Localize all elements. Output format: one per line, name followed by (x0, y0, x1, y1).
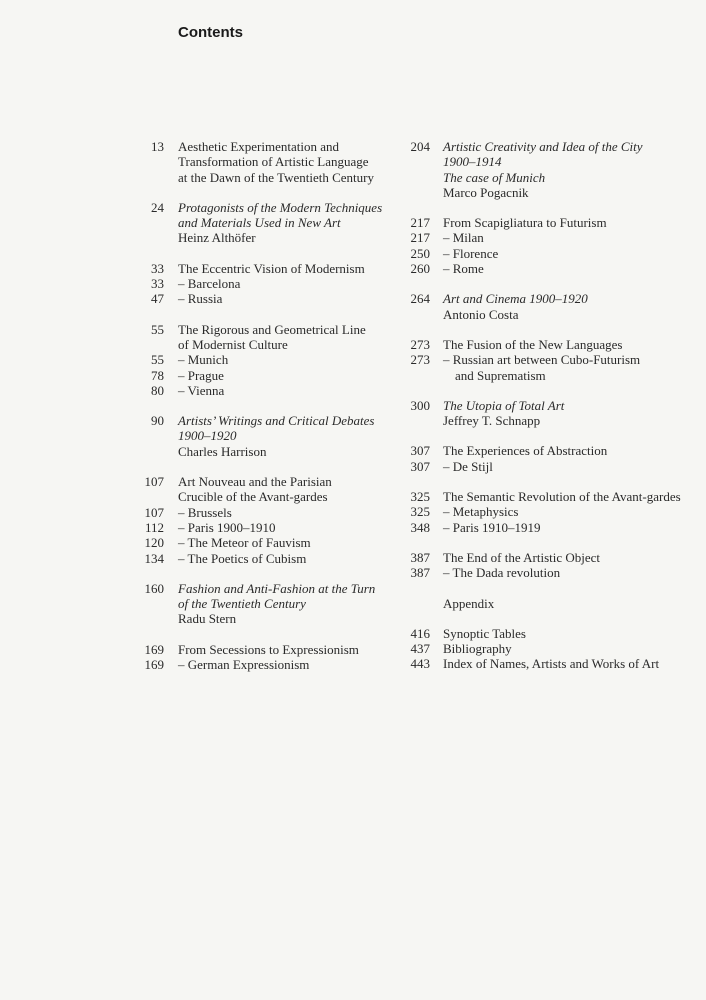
page-number (130, 215, 178, 230)
entry-text: Artistic Creativity and Idea of the City (443, 139, 643, 154)
entry-text: of Modernist Culture (178, 336, 288, 352)
toc-line (398, 565, 698, 580)
entry-text: Marco Pogacnik (443, 184, 529, 200)
toc-line (130, 368, 400, 383)
entry-text: Antonio Costa (443, 306, 519, 322)
page-number (398, 596, 443, 611)
entry-text: Jeffrey T. Schnapp (443, 413, 541, 429)
toc-line (130, 428, 400, 443)
toc-entry (130, 642, 400, 673)
page-number: 107 (144, 504, 164, 520)
entry-text: Art and Cinema 1900–1920 (443, 291, 588, 307)
toc-line (130, 551, 400, 566)
toc-line (130, 322, 400, 337)
page-number: 112 (144, 519, 164, 535)
toc-line (130, 657, 400, 672)
entry-text: The End of the Artistic Object (443, 549, 601, 565)
entry-text: – Barcelona (178, 276, 241, 292)
entry-text: 1900–1920 (178, 428, 237, 444)
toc-line (398, 246, 698, 261)
entry-text: – Paris 1910–1919 (443, 519, 541, 535)
toc-line (398, 291, 698, 306)
toc-entry (398, 337, 698, 383)
entry-text: 1900–1914 (443, 154, 502, 170)
toc-line (130, 642, 400, 657)
toc-entry (398, 291, 698, 322)
entry-text: Artists’ Writings and Critical Debates (178, 413, 375, 429)
entry-text: The Rigorous and Geometrical Line (178, 321, 366, 337)
toc-line (398, 185, 698, 200)
toc-line (130, 215, 400, 230)
toc-entry (398, 215, 698, 276)
toc-entry (130, 139, 400, 185)
toc-line (398, 656, 698, 671)
toc-entry (130, 413, 400, 459)
toc-line (398, 261, 698, 276)
page-number: 437 (410, 641, 430, 657)
page-number: 80 (151, 382, 164, 398)
page-number: 78 (151, 367, 164, 383)
page-number: 387 (410, 565, 430, 581)
page-number: 55 (151, 352, 164, 368)
entry-text: The Eccentric Vision of Modernism (178, 260, 365, 276)
page-number: 250 (410, 245, 430, 261)
entry-text: – The Meteor of Fauvism (178, 535, 311, 551)
toc-entry (398, 489, 698, 535)
page-number: 134 (144, 550, 164, 566)
toc-line (130, 520, 400, 535)
page-number (130, 611, 178, 626)
page-number: 387 (410, 549, 430, 565)
entry-text: – Vienna (178, 382, 225, 398)
toc-line (398, 520, 698, 535)
toc-entry (398, 626, 698, 672)
entry-text: – Rome (443, 261, 484, 277)
page-number (130, 154, 178, 169)
page-number (130, 489, 178, 504)
entry-text: of the Twentieth Century (178, 596, 306, 612)
toc-line (130, 139, 400, 154)
entry-text: The Experiences of Abstraction (443, 443, 608, 459)
toc-line (130, 170, 400, 185)
toc-line (130, 505, 400, 520)
page-number: 260 (410, 261, 430, 277)
page-number: 90 (151, 413, 164, 429)
entry-text: Heinz Althöfer (178, 230, 256, 246)
toc-entry (130, 474, 400, 566)
entry-text: The Utopia of Total Art (443, 397, 565, 413)
toc-line (130, 444, 400, 459)
entry-text: From Scapigliatura to Futurism (443, 215, 607, 231)
toc-line (130, 261, 400, 276)
entry-text: The Fusion of the New Languages (443, 336, 623, 352)
toc-line (130, 291, 400, 306)
toc-line (130, 413, 400, 428)
page-number: 55 (151, 321, 164, 337)
page-number: 348 (410, 519, 430, 535)
toc-entry (398, 443, 698, 474)
entry-text: Aesthetic Experimentation and (178, 139, 340, 154)
entry-text: Charles Harrison (178, 443, 267, 459)
entry-text: – Milan (443, 230, 484, 246)
page-number: 443 (410, 656, 430, 672)
page-number: 416 (410, 625, 430, 641)
entry-text: Index of Names, Artists and Works of Art (443, 656, 660, 672)
toc-entry (130, 322, 400, 398)
page-number (130, 596, 178, 611)
entry-text: Fashion and Anti-Fashion at the Turn (178, 580, 376, 596)
page-number: 169 (144, 657, 164, 673)
entry-text: – Munich (178, 352, 229, 368)
entry-text: – German Expressionism (178, 657, 310, 673)
page-number (398, 170, 443, 185)
page-number (130, 337, 178, 352)
entry-text: Bibliography (443, 641, 512, 657)
page-number: 160 (144, 580, 164, 596)
page-number: 169 (144, 641, 164, 657)
page-number: 120 (144, 535, 164, 551)
entry-text: Transformation of Artistic Language (178, 154, 369, 170)
page-number (398, 307, 443, 322)
toc-left-column (130, 139, 400, 687)
toc-line (130, 230, 400, 245)
toc-line (130, 596, 400, 611)
page-number (130, 170, 178, 185)
toc-entry (398, 596, 698, 611)
page-number: 264 (410, 291, 430, 307)
toc-line (130, 474, 400, 489)
toc-entry (398, 550, 698, 581)
page-number: 325 (410, 504, 430, 520)
toc-line (398, 626, 698, 641)
entry-text: The case of Munich (443, 169, 546, 185)
entry-text: – Brussels (178, 504, 232, 520)
page-number: 300 (410, 397, 430, 413)
toc-line (398, 307, 698, 322)
toc-line (398, 230, 698, 245)
page-number: 47 (151, 291, 164, 307)
toc-line (130, 337, 400, 352)
entry-text: Radu Stern (178, 611, 237, 627)
entry-text: From Secessions to Expressionism (178, 641, 359, 657)
entry-text: – Prague (178, 367, 224, 383)
toc-entry (130, 581, 400, 627)
page-number: 273 (410, 336, 430, 352)
toc-line (398, 413, 698, 428)
toc-line (398, 154, 698, 169)
entry-text: The Semantic Revolution of the Avant-gardes (443, 489, 681, 505)
entry-text: – Florence (443, 245, 499, 261)
toc-line (130, 611, 400, 626)
page-number: 107 (144, 474, 164, 490)
toc-line (398, 550, 698, 565)
page-number (398, 185, 443, 200)
toc-line (130, 581, 400, 596)
toc-line (398, 215, 698, 230)
entry-text: – The Dada revolution (443, 565, 561, 581)
toc-line (130, 535, 400, 550)
page-title: Contents (178, 24, 243, 41)
toc-line (398, 352, 698, 367)
toc-line (398, 368, 698, 383)
toc-line (398, 337, 698, 352)
page-number: 307 (410, 458, 430, 474)
toc-entry (398, 398, 698, 429)
page-number: 325 (410, 489, 430, 505)
toc-line (398, 170, 698, 185)
toc-line (398, 398, 698, 413)
entry-text: at the Dawn of the Twentieth Century (178, 169, 374, 185)
entry-text: – De Stijl (443, 458, 493, 474)
toc-entry (398, 139, 698, 200)
entry-text: – The Poetics of Cubism (178, 550, 307, 566)
page-number: 273 (410, 352, 430, 368)
toc-line (130, 489, 400, 504)
page-number: 217 (410, 230, 430, 246)
entry-text: – Paris 1900–1910 (178, 519, 276, 535)
page-number: 33 (151, 260, 164, 276)
entry-text: – Russian art between Cubo-Futurism (443, 352, 641, 368)
entry-text: Art Nouveau and the Parisian (178, 474, 332, 490)
toc-right-column (398, 139, 698, 687)
page-number (130, 428, 178, 443)
page-number: 204 (410, 139, 430, 154)
toc-line (398, 641, 698, 656)
page-number (130, 444, 178, 459)
toc-line (398, 459, 698, 474)
entry-text: Crucible of the Avant-gardes (178, 489, 328, 505)
page-number: 13 (151, 139, 164, 154)
toc-line (398, 504, 698, 519)
page-number: 217 (410, 215, 430, 231)
entry-text: and Materials Used in New Art (178, 215, 341, 231)
toc-line (130, 383, 400, 398)
toc-entry (130, 200, 400, 246)
toc-line (130, 276, 400, 291)
toc-line (398, 489, 698, 504)
toc-line (130, 154, 400, 169)
toc-line (398, 139, 698, 154)
entry-text: – Metaphysics (443, 504, 519, 520)
page-number: 33 (151, 276, 164, 292)
page-number: 307 (410, 443, 430, 459)
toc-line (398, 443, 698, 458)
page-number (398, 413, 443, 428)
page-number (130, 230, 178, 245)
entry-text: Synoptic Tables (443, 625, 526, 641)
entry-text: and Suprematism (455, 367, 546, 383)
page-number (398, 154, 443, 169)
page-number (398, 368, 443, 383)
entry-text: Protagonists of the Modern Techniques (178, 199, 383, 215)
toc-line (398, 596, 698, 611)
entry-text: Appendix (443, 595, 495, 611)
toc-line (130, 200, 400, 215)
toc-line (130, 352, 400, 367)
page-number: 24 (151, 199, 164, 215)
entry-text: – Russia (178, 291, 223, 307)
toc-entry (130, 261, 400, 307)
